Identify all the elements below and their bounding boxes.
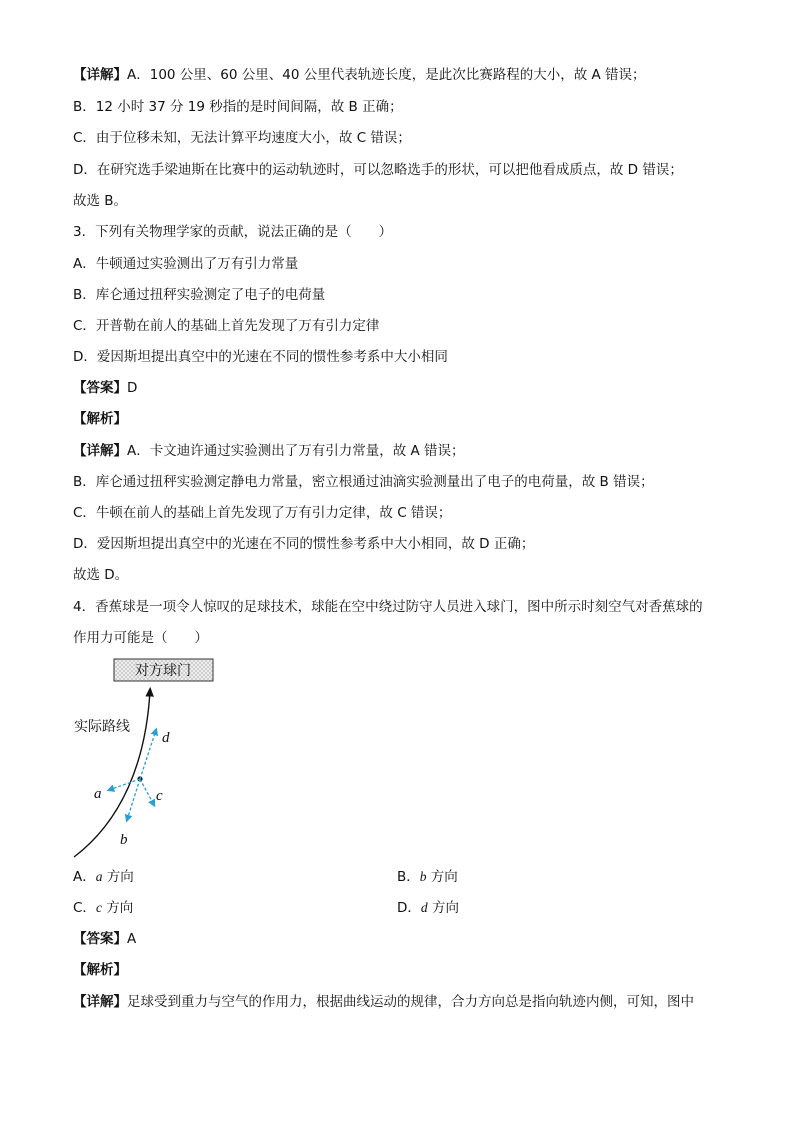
actual-path-curve bbox=[74, 691, 150, 857]
detail-text: 足球受到重力与空气的作用力，根据曲线运动的规律，合力方向总是指向轨迹内侧，可知，图中 bbox=[127, 994, 694, 1010]
prev-detail-a bbox=[73, 66, 646, 84]
option-prefix: B． bbox=[397, 869, 420, 885]
detail-text: A．100 公里、60 公里、40 公里代表轨迹长度，是此次比赛路程的大小，故 A 错误； bbox=[127, 67, 646, 83]
detail-text: A．卡文迪许通过实验测出了万有引力常量，故 A 错误； bbox=[127, 443, 465, 459]
option-suffix: 方向 bbox=[427, 900, 459, 916]
q4-option-b bbox=[397, 868, 458, 886]
detail-tag: 【详解】 bbox=[73, 67, 127, 83]
q3-detail-c: C．牛顿在前人的基础上首先发现了万有引力定律，故 C 错误； bbox=[73, 505, 452, 521]
q3-detail-a bbox=[73, 442, 465, 460]
q3-option-c: C．开普勒在前人的基础上首先发现了万有引力定律 bbox=[73, 318, 380, 334]
answer-tag: 【答案】 bbox=[73, 380, 127, 396]
option-prefix: D． bbox=[397, 900, 421, 916]
answer-tag: 【答案】 bbox=[73, 931, 127, 947]
q3-detail-b: B．库仑通过扭秤实验测定静电力常量，密立根通过油滴实验测量出了电子的电荷量，故 B 错误； bbox=[73, 474, 654, 490]
q4-stem-line1: 4．香蕉球是一项令人惊叹的足球技术，球能在空中绕过防守人员进入球门，图中所示时刻空气对香蕉球的 bbox=[73, 599, 703, 615]
q3-option-a: A．牛顿通过实验测出了万有引力常量 bbox=[73, 256, 299, 272]
detail-tag: 【详解】 bbox=[73, 443, 127, 459]
prev-detail-d: D．在研究选手梁迪斯在比赛中的运动轨迹时，可以忽略选手的形状，可以把他看成质点，故 D 错误； bbox=[73, 162, 683, 178]
q4-option-a bbox=[73, 868, 134, 886]
path-label: 实际路线 bbox=[74, 720, 130, 735]
option-var: c bbox=[95, 900, 102, 915]
label-a: a bbox=[94, 786, 102, 802]
label-b: b bbox=[120, 832, 128, 848]
option-suffix: 方向 bbox=[102, 869, 134, 885]
q3-conclusion: 故选 D。 bbox=[73, 567, 129, 583]
q3-option-b: B．库仑通过扭秤实验测定了电子的电荷量 bbox=[73, 287, 326, 303]
answer-value: A bbox=[127, 931, 137, 947]
option-var: b bbox=[419, 869, 427, 884]
option-suffix: 方向 bbox=[101, 900, 134, 916]
prev-detail-b: B．12 小时 37 分 19 秒指的是时间间隔，故 B 正确； bbox=[73, 99, 403, 115]
q3-analysis-tag: 【解析】 bbox=[73, 411, 127, 427]
goal-label: 对方球门 bbox=[135, 664, 191, 679]
arrow-d bbox=[140, 730, 156, 779]
q4-answer bbox=[73, 930, 136, 948]
q3-detail-d: D．爱因斯坦提出真空中的光速在不同的惯性参考系中大小相同，故 D 正确； bbox=[73, 536, 535, 552]
label-c: c bbox=[156, 788, 163, 804]
q3-stem: 3．下列有关物理学家的贡献，说法正确的是（ ） bbox=[73, 224, 393, 240]
q4-analysis-tag: 【解析】 bbox=[73, 962, 127, 978]
banana-ball-figure bbox=[68, 655, 228, 865]
q3-option-d: D．爱因斯坦提出真空中的光速在不同的惯性参考系中大小相同 bbox=[73, 349, 448, 365]
label-d: d bbox=[162, 730, 170, 746]
prev-detail-c: C．由于位移未知，无法计算平均速度大小，故 C 错误； bbox=[73, 130, 411, 146]
q4-stem-line2: 作用力可能是（ ） bbox=[73, 630, 208, 646]
option-prefix: A． bbox=[73, 869, 96, 885]
option-var: a bbox=[95, 869, 103, 884]
arrow-a bbox=[109, 779, 140, 790]
answer-value: D bbox=[127, 380, 138, 396]
q3-answer bbox=[73, 379, 137, 397]
arrow-c bbox=[140, 779, 154, 805]
option-var: d bbox=[420, 900, 428, 915]
option-prefix: C． bbox=[73, 900, 96, 916]
option-suffix: 方向 bbox=[426, 869, 458, 885]
q4-option-c bbox=[73, 899, 133, 917]
prev-conclusion: 故选 B。 bbox=[73, 193, 128, 209]
q4-option-d bbox=[397, 899, 459, 917]
detail-tag: 【详解】 bbox=[73, 994, 127, 1010]
q4-detail bbox=[73, 993, 694, 1011]
